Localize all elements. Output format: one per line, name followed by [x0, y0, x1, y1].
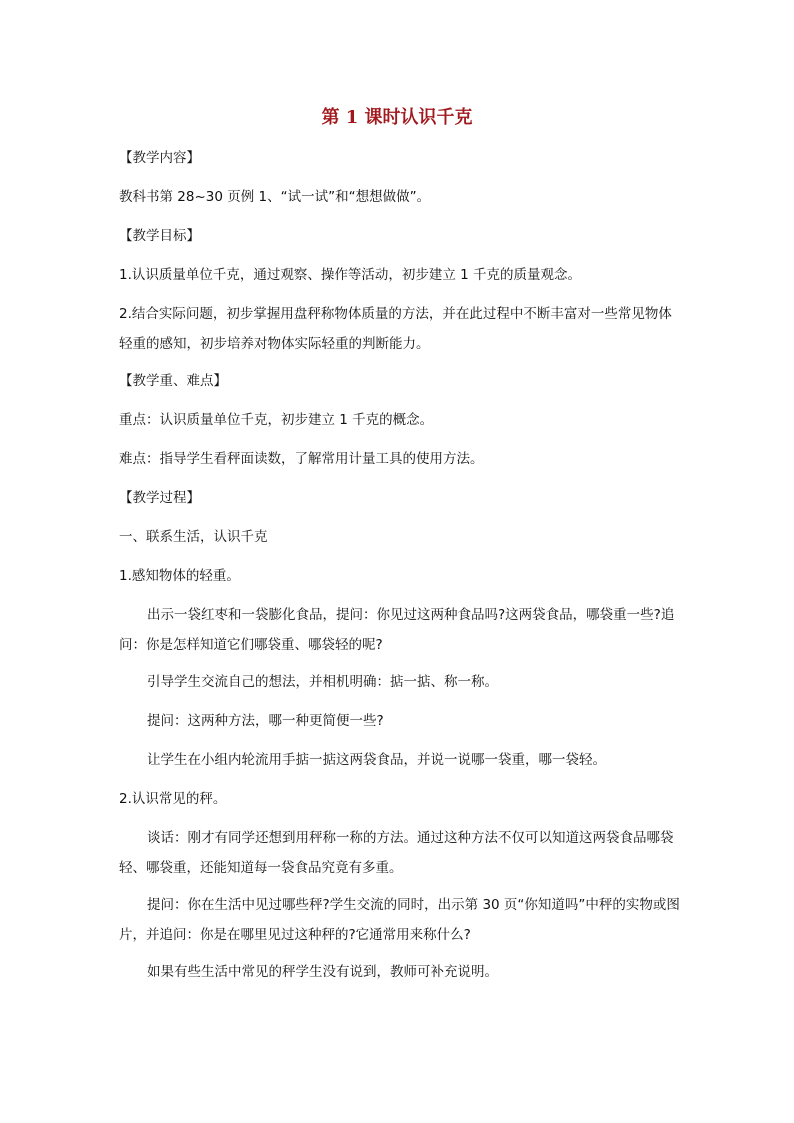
key-point-paragraph: 重点：认识质量单位千克，初步建立 1 千克的概念。 [119, 412, 434, 428]
sub-step-heading-1: 1.感知物体的轻重。 [119, 568, 240, 584]
sub-step-heading-2: 2.认识常见的秤。 [119, 791, 227, 807]
process-step-heading-1: 一、联系生活，认识千克 [119, 529, 268, 545]
document-body [119, 148, 685, 1001]
goal-item-2: 2.结合实际问题，初步掌握用盘秤称物体质量的方法，并在此过程中不断丰富对一些常见物体轻重的感知，初步培养对物体实际轻重的判断能力。 [119, 306, 672, 352]
section-heading-key-points: 【教学重、难点】 [119, 373, 227, 389]
process-paragraph: 谈话：刚才有同学还想到用秤称一称的方法。通过这种方法不仅可以知道这两袋食品哪袋轻、哪袋重，还能知道每一袋食品究竟有多重。 [119, 830, 674, 876]
process-paragraph: 让学生在小组内轮流用手掂一掂这两袋食品，并说一说哪一袋重，哪一袋轻。 [147, 752, 606, 768]
process-paragraph: 引导学生交流自己的想法，并相机明确：掂一掂、称一称。 [147, 674, 498, 690]
content-paragraph: 教科书第 28~30 页例 1、“试一试”和“想想做做”。 [119, 189, 431, 205]
process-paragraph: 如果有些生活中常见的秤学生没有说到，教师可补充说明。 [147, 964, 498, 980]
section-heading-process: 【教学过程】 [119, 490, 200, 506]
process-paragraph: 提问：这两种方法，哪一种更简便一些? [147, 713, 384, 729]
process-paragraph: 提问：你在生活中见过哪些秤?学生交流的同时，出示第 30 页“你知道吗”中秤的实物或图片，并追问：你是在哪里见过这种秤的?它通常用来称什么? [119, 897, 680, 943]
process-paragraph: 出示一袋红枣和一袋膨化食品，提问：你见过这两种食品吗?这两袋食品，哪袋重一些?追问：你是怎样知道它们哪袋重、哪袋轻的呢? [119, 607, 675, 653]
difficulty-paragraph: 难点：指导学生看秤面读数，了解常用计量工具的使用方法。 [119, 451, 484, 467]
goal-item-1: 1.认识质量单位千克，通过观察、操作等活动，初步建立 1 千克的质量观念。 [119, 267, 582, 283]
section-heading-content: 【教学内容】 [119, 150, 200, 166]
section-heading-goals: 【教学目标】 [119, 228, 200, 244]
lesson-title: 第 1 课时认识千克 [321, 107, 473, 128]
